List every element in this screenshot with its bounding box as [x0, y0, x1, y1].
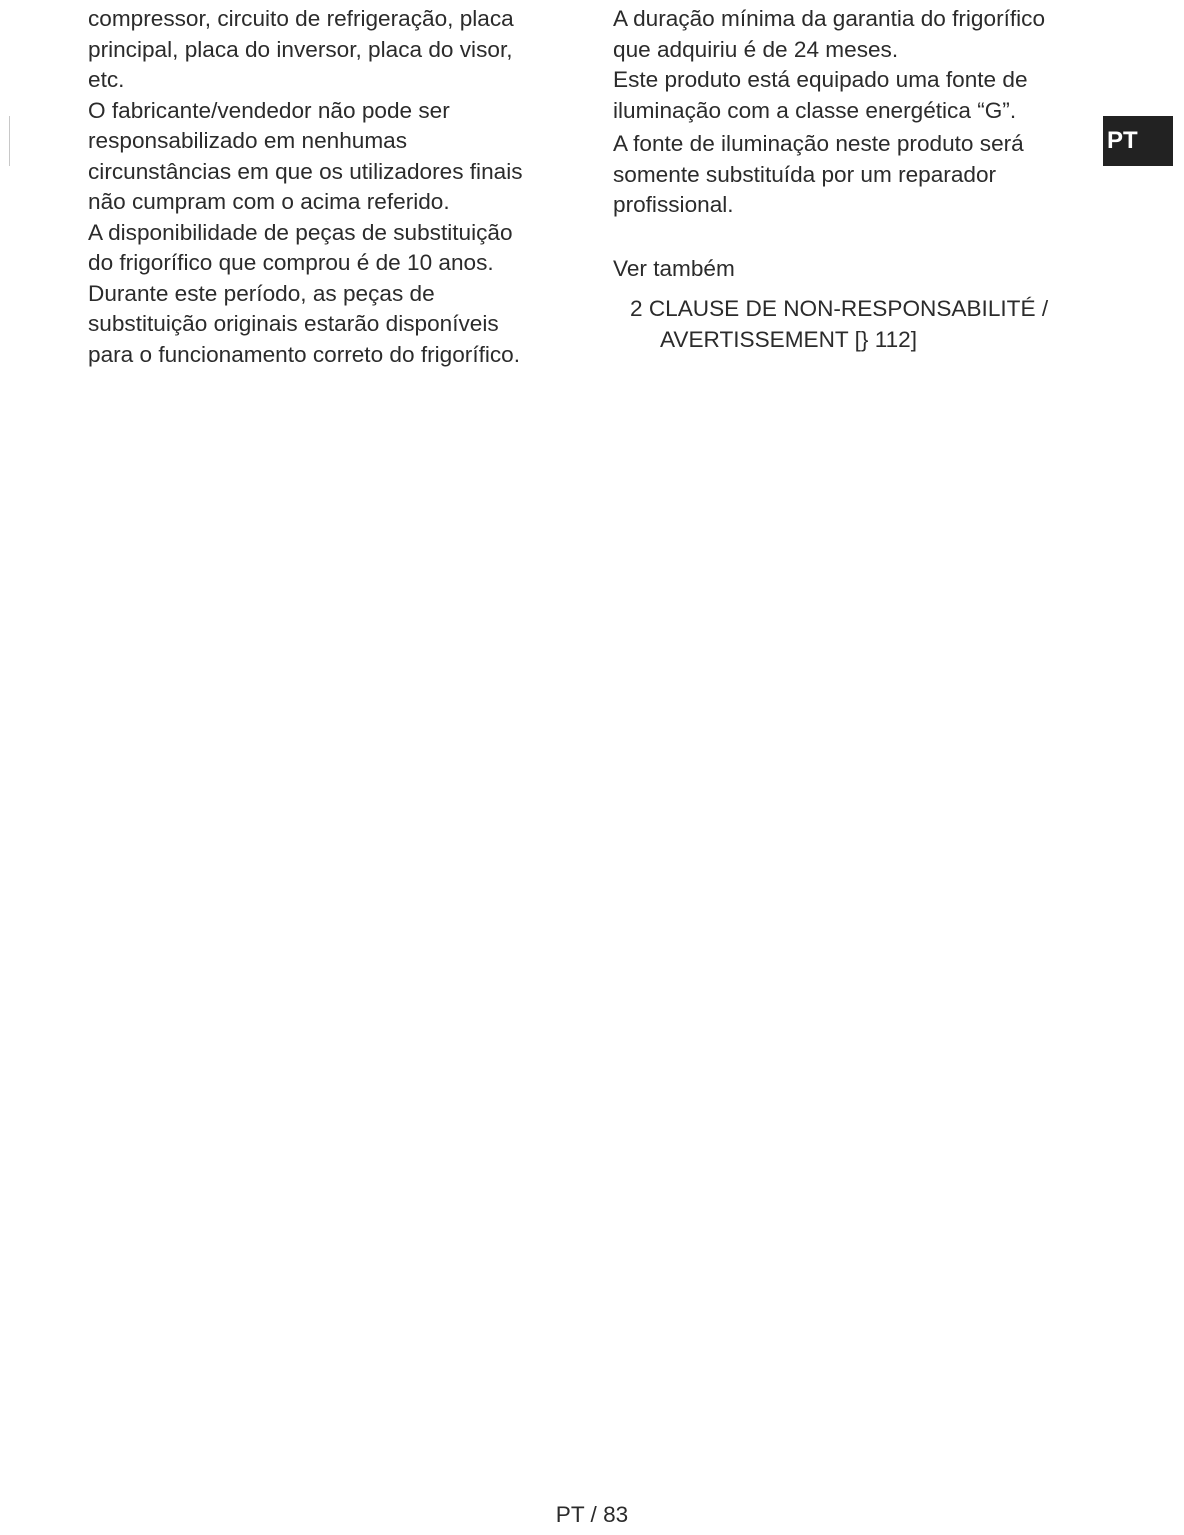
- cross-reference-line-1: 2 CLAUSE DE NON-RESPONSABILITÉ /: [630, 296, 1049, 321]
- cross-reference-link[interactable]: [613, 294, 1088, 355]
- left-line-3: etc.: [88, 67, 125, 92]
- left-line-11: substituição originais estarão disponíveis: [88, 311, 499, 336]
- left-line-2: principal, placa do inversor, placa do visor,: [88, 36, 513, 62]
- right-line-2: que adquiriu é de 24 meses.: [613, 36, 899, 62]
- left-line-5: responsabilizado em nenhumas: [88, 128, 408, 153]
- right-line-5: A fonte de iluminação neste produto será: [613, 131, 1024, 156]
- margin-rule: [9, 116, 10, 166]
- cross-reference-line-2: AVERTISSEMENT [} 112]: [660, 326, 918, 352]
- page-number: PT / 83: [555, 1502, 629, 1527]
- left-line-4: O fabricante/vendedor não pode ser: [88, 97, 450, 123]
- left-line-9: do frigorífico que comprou é de 10 anos.: [88, 250, 494, 275]
- right-line-6: somente substituída por um reparador: [613, 161, 997, 187]
- left-line-8: A disponibilidade de peças de substituição: [88, 219, 513, 245]
- right-line-3: Este produto está equipado uma fonte de: [613, 67, 1028, 92]
- right-line-7: profissional.: [613, 192, 734, 217]
- left-line-10: Durante este período, as peças de: [88, 280, 435, 306]
- language-tab: PT: [1103, 116, 1173, 166]
- see-also-label: Ver também: [613, 255, 735, 281]
- left-line-12: para o funcionamento correto do frigorífico.: [88, 341, 521, 367]
- right-text-column: [613, 4, 1088, 355]
- left-line-1: compressor, circuito de refrigeração, placa: [88, 6, 514, 31]
- right-line-1: A duração mínima da garantia do frigorífico: [613, 6, 1046, 31]
- left-line-7: não cumpram com o acima referido.: [88, 189, 450, 214]
- left-line-6: circunstâncias em que os utilizadores finais: [88, 158, 523, 184]
- right-line-4: iluminação com a classe energética “G”.: [613, 97, 1017, 123]
- left-text-column: [88, 4, 563, 370]
